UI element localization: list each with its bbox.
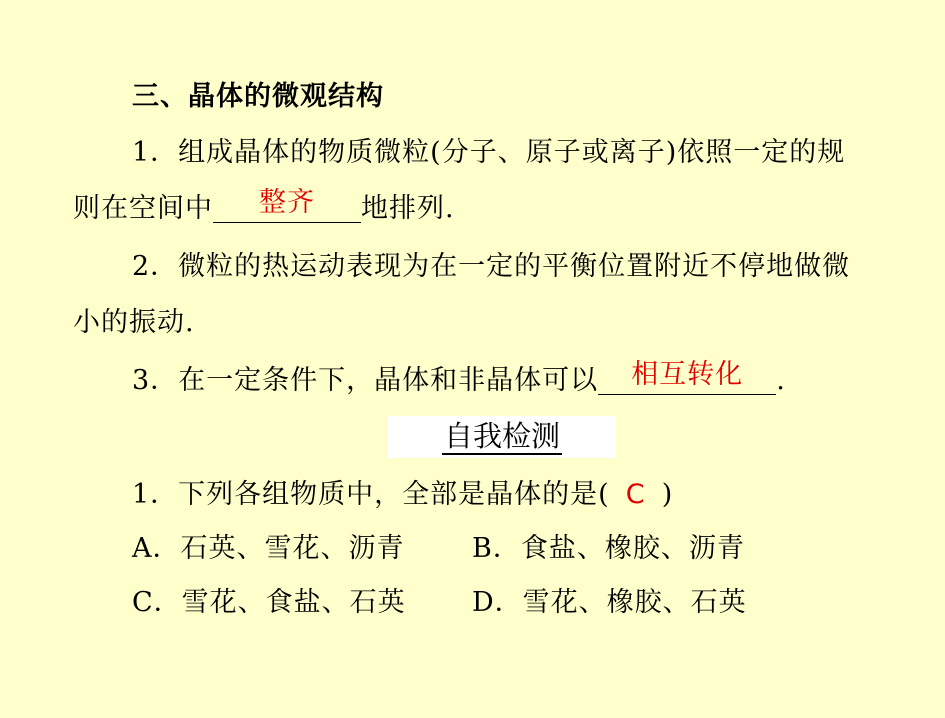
- section-heading: 三、晶体的微观结构: [132, 81, 384, 112]
- item-1-blank: [213, 187, 361, 223]
- option-b: B．食盐、橡胶、沥青: [472, 533, 745, 564]
- item-3-text-before: 3．在一定条件下，晶体和非晶体可以: [132, 365, 599, 396]
- item-1-line-1: [132, 136, 845, 170]
- item-3-text-after: .: [776, 365, 786, 396]
- question-answer: C: [625, 479, 646, 510]
- option-d: D．雪花、橡胶、石英: [472, 587, 747, 618]
- item-3-answer: 相互转化: [631, 359, 744, 390]
- item-1-text-after: 地排列.: [361, 193, 455, 224]
- option-a: A．石英、雪花、沥青: [132, 533, 405, 564]
- item-1-answer: 整齐: [259, 187, 315, 218]
- question-stem: [132, 478, 673, 512]
- question-stem-after: ): [661, 479, 674, 510]
- question-stem-before: 1．下列各组物质中，全部是晶体的是(: [132, 479, 610, 510]
- item-2-text: 2．微粒的热运动表现为在一定的平衡位置附近不停地做微: [132, 251, 851, 282]
- item-1-text-before: 则在空间中: [73, 193, 213, 224]
- item-3-line: [132, 359, 786, 398]
- item-2-line-1: [132, 250, 850, 284]
- item-1-text: 1．组成晶体的物质微粒(分子、原子或离子)依照一定的规: [132, 137, 846, 168]
- item-1-line-2: [73, 187, 455, 226]
- self-check-title: 自我检测: [443, 419, 560, 453]
- self-check-banner: [388, 416, 616, 458]
- item-2-text-2: 小的振动.: [73, 307, 195, 338]
- item-3-blank: [598, 359, 776, 395]
- item-2-line-2: [73, 306, 195, 340]
- option-c: C．雪花、食盐、石英: [132, 587, 406, 618]
